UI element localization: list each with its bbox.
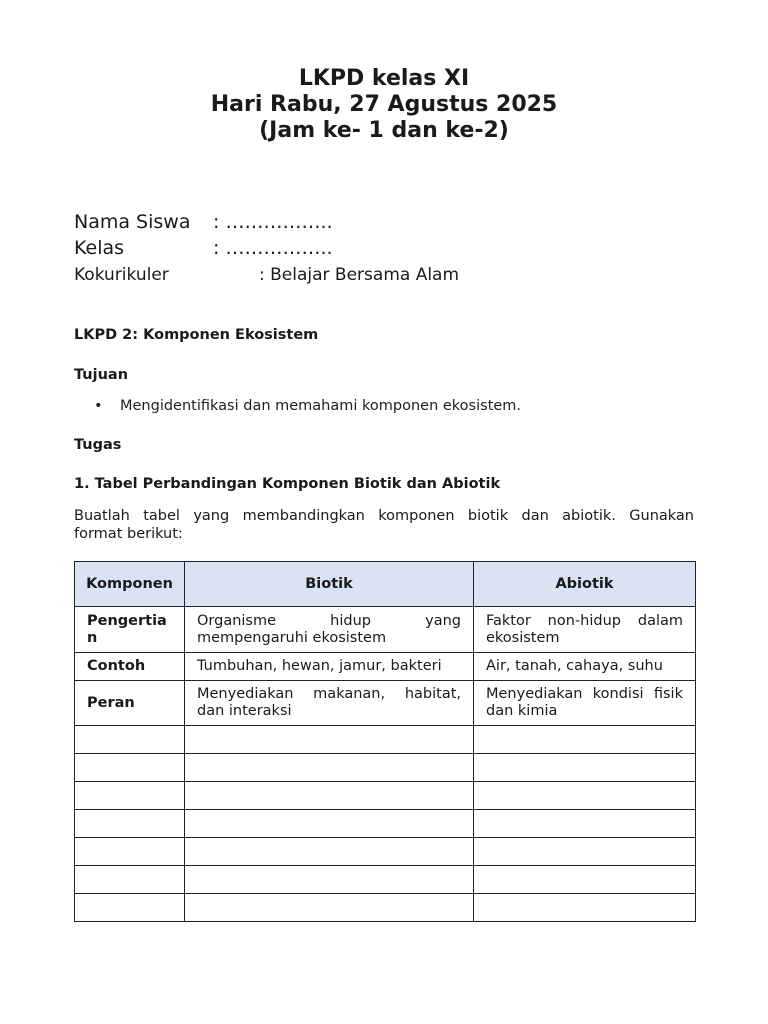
tugas-heading: Tugas [74,437,122,453]
table-row [75,681,696,726]
cell-abiotik: Menyediakan kondisi fisik dan kimia [474,681,696,726]
empty-table-row [75,838,696,866]
empty-table-row [75,754,696,782]
empty-cell[interactable] [75,754,185,782]
cell-biotik: Menyediakan makanan, habitat, dan interaksi [185,681,474,726]
header-biotik: Biotik [185,562,474,607]
empty-table-row [75,782,696,810]
table-header-row [75,562,696,607]
empty-cell[interactable] [75,894,185,922]
kokurikuler-value: : Belajar Bersama Alam [259,265,460,285]
empty-cell[interactable] [185,782,474,810]
empty-cell[interactable] [474,866,696,894]
title-line-2: Hari Rabu, 27 Agustus 2025 [210,92,558,117]
nama-siswa-label: Nama Siswa [74,211,191,233]
nama-siswa-value: : …………….. [213,211,333,233]
task1-heading: 1. Tabel Perbandingan Komponen Biotik dan Abiotik [74,476,501,492]
task1-instruction-line-2: format berikut: [74,526,183,542]
empty-table-row [75,866,696,894]
cell-abiotik: Air, tanah, cahaya, suhu [474,653,696,681]
kelas-value: : …………….. [213,237,333,259]
cell-biotik: Tumbuhan, hewan, jamur, bakteri [185,653,474,681]
kokurikuler-label: Kokurikuler [74,265,169,285]
tujuan-item-text: Mengidentifikasi dan memahami komponen ekosistem. [120,398,522,414]
empty-cell[interactable] [185,754,474,782]
document-title [0,66,768,144]
empty-cell[interactable] [185,810,474,838]
empty-table-row [75,726,696,754]
cell-abiotik: Faktor non-hidup dalam ekosistem [474,607,696,653]
empty-cell[interactable] [474,782,696,810]
table-row [75,607,696,653]
row-label-pengertian: Pengertian [75,607,185,653]
empty-cell[interactable] [474,810,696,838]
empty-table-row [75,894,696,922]
task1-instruction-line-1: Buatlah tabel yang membandingkan komponen biotik dan abiotik. Gunakan [74,508,694,524]
header-abiotik: Abiotik [474,562,696,607]
empty-cell[interactable] [474,838,696,866]
row-label-contoh: Contoh [75,653,185,681]
tujuan-heading: Tujuan [74,367,129,383]
empty-cell[interactable] [474,894,696,922]
empty-cell[interactable] [474,726,696,754]
lkpd-section-title: LKPD 2: Komponen Ekosistem [74,327,319,343]
comparison-table [74,561,696,922]
cell-biotik: Organisme hidup yang mempengaruhi ekosistem [185,607,474,653]
row-label-peran: Peran [75,681,185,726]
empty-cell[interactable] [75,866,185,894]
title-line-3: (Jam ke- 1 dan ke-2) [259,118,509,143]
empty-cell[interactable] [75,726,185,754]
table-row [75,653,696,681]
empty-cell[interactable] [185,866,474,894]
empty-cell[interactable] [185,726,474,754]
empty-cell[interactable] [185,838,474,866]
title-line-1: LKPD kelas XI [298,66,470,91]
kelas-label: Kelas [74,237,125,259]
empty-cell[interactable] [185,894,474,922]
empty-cell[interactable] [474,754,696,782]
task1-instruction [74,507,694,543]
empty-table-row [75,810,696,838]
header-komponen: Komponen [75,562,185,607]
empty-cell[interactable] [75,782,185,810]
empty-cell[interactable] [75,810,185,838]
bullet-icon: • [94,398,103,414]
empty-cell[interactable] [75,838,185,866]
